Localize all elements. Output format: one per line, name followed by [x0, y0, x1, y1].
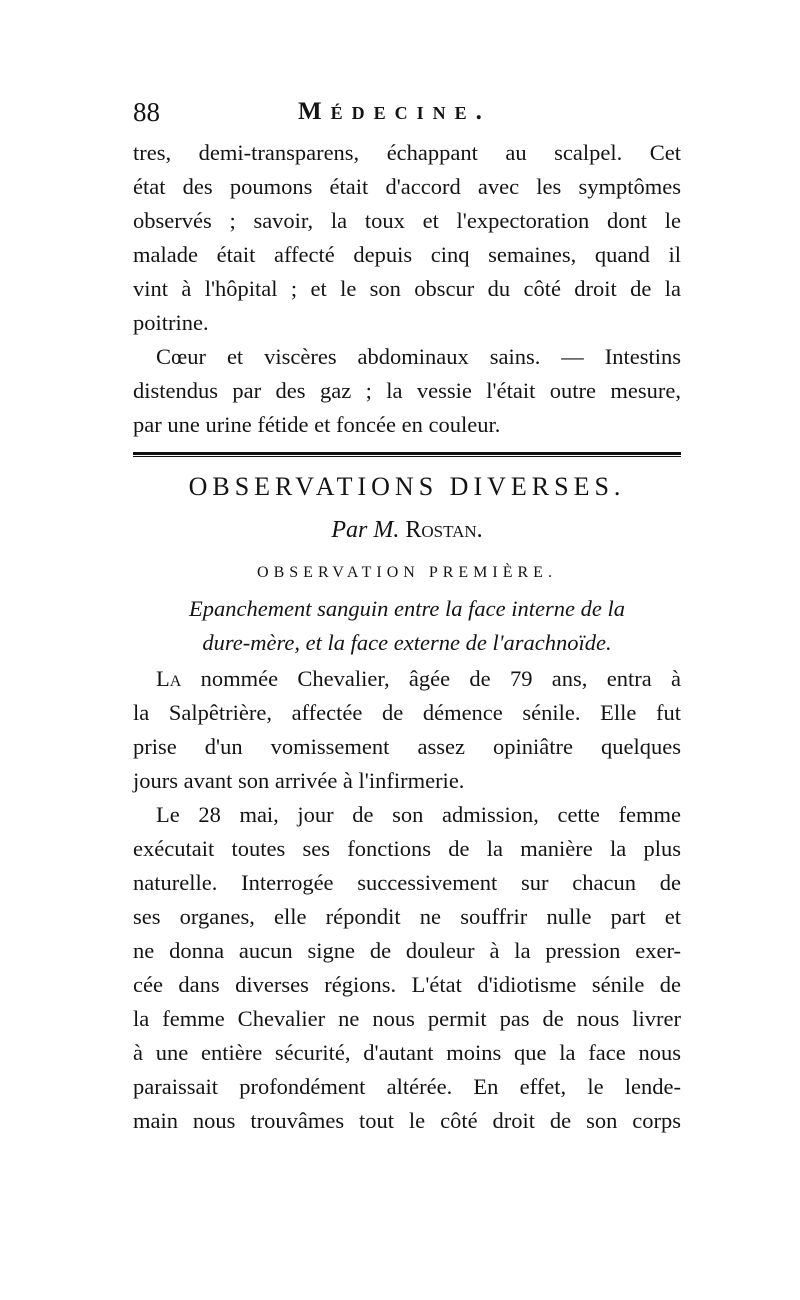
text-line: naturelle. Interrogée successivement sur chacun de	[133, 870, 681, 895]
observation-label: OBSERVATION PREMIÈRE.	[257, 564, 557, 581]
text-line: exécutait toutes ses fonctions de la manière la plus	[133, 836, 681, 861]
text-line: ses organes, elle répondit ne souffrir nulle part et	[133, 904, 681, 929]
text-line: poitrine.	[133, 310, 209, 335]
text-line: état des poumons était d'accord avec les symptômes	[133, 174, 681, 199]
text-line: vint à l'hôpital ; et le son obscur du côté droit de la	[133, 276, 681, 301]
subtitle-line: Epanchement sanguin entre la face interne de la	[189, 596, 625, 621]
text-line: la Salpêtrière, affectée de démence sénile. Elle fut	[133, 700, 681, 725]
text-line: main nous trouvâmes tout le côté droit de son corps	[133, 1108, 681, 1133]
subtitle-line: dure-mère, et la face externe de l'arachnoïde.	[202, 630, 612, 655]
text-line: Cœur et viscères abdominaux sains. — Intestins	[156, 344, 681, 369]
byline-prefix: Par M.	[331, 517, 400, 543]
text-line	[133, 662, 681, 696]
running-title: Médecine.	[298, 98, 491, 125]
text-line: prise d'un vomissement assez opiniâtre quelques	[133, 734, 681, 759]
text-line: observés ; savoir, la toux et l'expectoration dont le	[133, 208, 681, 233]
text-line: jours avant son arrivée à l'infirmerie.	[133, 768, 465, 793]
lead-word: La	[156, 666, 182, 691]
byline-author: Rostan.	[405, 517, 483, 543]
text-line: malade était affecté depuis cinq semaines, quand il	[133, 242, 681, 267]
text-line: tres, demi-transparens, échappant au scalpel. Cet	[133, 140, 681, 165]
text-line: distendus par des gaz ; la vessie l'était outre mesure,	[133, 378, 681, 403]
text-line: la femme Chevalier ne nous permit pas de nous livrer	[133, 1006, 681, 1031]
running-head	[133, 94, 693, 134]
byline	[133, 513, 681, 547]
text-line: paraissait profondément altérée. En effet, le lende-	[133, 1074, 681, 1099]
lead-line-rest: nommée Chevalier, âgée de 79 ans, entra à	[181, 666, 681, 691]
page-number: 88	[133, 97, 160, 127]
previous-article-text	[133, 136, 681, 442]
section-title: OBSERVATIONS DIVERSES.	[188, 472, 626, 501]
observation-subtitle	[133, 592, 681, 660]
text-line: à une entière sécurité, d'autant moins que la face nous	[133, 1040, 681, 1065]
section-divider	[133, 452, 681, 457]
text-line: Le 28 mai, jour de son admission, cette femme	[156, 802, 681, 827]
text-line: par une urine fétide et foncée en couleur.	[133, 412, 501, 437]
text-line: ne donna aucun signe de douleur à la pression exer-	[133, 938, 681, 963]
text-line: cée dans diverses régions. L'état d'idiotisme sénile de	[133, 972, 681, 997]
observation-text	[133, 662, 681, 1138]
